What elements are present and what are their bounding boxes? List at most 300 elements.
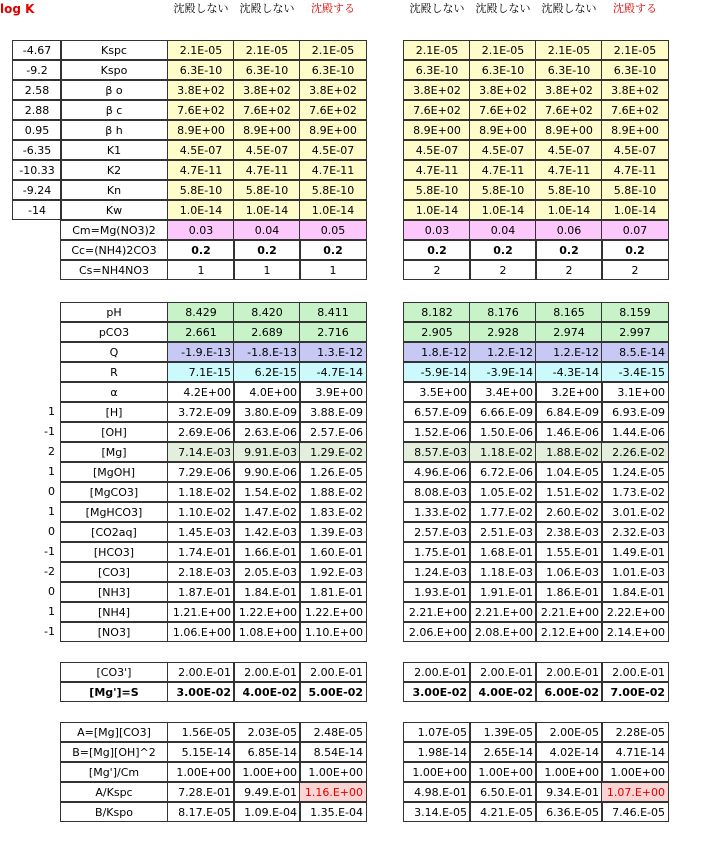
calc-cell: 1.2.E-12 [469,342,537,362]
input-cell: 0.2 [403,240,471,260]
input-cell: 0.2 [299,240,367,260]
logk-value: -9.24 [12,180,62,200]
column-header: 沈殿しない [475,2,531,15]
calc-cell: 1.26.E-05 [299,462,367,482]
input-cell: 0.2 [535,240,603,260]
row-label: [H] [60,402,168,422]
input-cell: 2 [601,260,669,280]
calc-cell: 8.411 [299,302,367,322]
calc-cell: 3.80.E-09 [233,402,301,422]
calc-cell: -1.9.E-13 [167,342,235,362]
const-cell: 6.3E-10 [469,60,537,80]
calc-cell: 1.08.E+00 [233,622,301,642]
product-cell: 8.17.E-05 [167,802,235,822]
calc-cell: 1.66.E-01 [233,542,301,562]
row-label: pCO3 [60,322,168,342]
calc-cell: 2.06.E+00 [403,622,471,642]
product-cell: 2.03E-05 [233,722,301,742]
product-cell: 1.00E+00 [601,762,669,782]
calc-cell: 2.08.E+00 [469,622,537,642]
calc-cell: 3.9E+00 [299,382,367,402]
product-cell: 1.00E+00 [167,762,235,782]
const-cell: 4.7E-11 [403,160,471,180]
calc-cell: 1.3.E-12 [299,342,367,362]
logk-value: 2.58 [12,80,62,100]
const-cell: 6.3E-10 [601,60,669,80]
total-cell: 2.00.E-01 [535,662,603,682]
const-cell: 2.1E-05 [167,40,235,60]
calc-cell: 1.55.E-01 [535,542,603,562]
product-cell: 1.00E+00 [535,762,603,782]
const-cell: 3.8E+02 [601,80,669,100]
const-cell: 4.5E-07 [403,140,471,160]
side-charge: -1 [44,425,55,438]
calc-cell: 2.60.E-02 [535,502,603,522]
column-header: 沈殿する [311,2,355,15]
calc-cell: -1.8.E-13 [233,342,301,362]
calc-cell: 1.84.E-01 [601,582,669,602]
side-charge: 0 [48,585,55,598]
calc-cell: 1.52.E-06 [403,422,471,442]
calc-cell: 6.93.E-09 [601,402,669,422]
input-cell: 0.2 [469,240,537,260]
calc-cell: 2.51.E-03 [469,522,537,542]
const-cell: 3.8E+02 [469,80,537,100]
row-label: [MgHCO3] [60,502,168,522]
row-label: β h [60,120,168,140]
const-cell: 1.0E-14 [535,200,603,220]
const-cell: 1.0E-14 [233,200,301,220]
row-label: B=[Mg][OH]^2 [60,742,168,762]
input-cell: 0.06 [535,220,603,240]
row-label: α [60,382,168,402]
const-cell: 4.5E-07 [535,140,603,160]
calc-cell: 1.01.E-03 [601,562,669,582]
product-cell: 9.49.E-01 [233,782,301,802]
calc-cell: 1.06.E+00 [167,622,235,642]
const-cell: 4.7E-11 [233,160,301,180]
product-cell: 1.00E+00 [299,762,367,782]
side-charge: -1 [44,625,55,638]
input-cell: 1 [167,260,235,280]
row-label: pH [60,302,168,322]
row-label: [NH4] [60,602,168,622]
calc-cell: 1.47.E-02 [233,502,301,522]
total-cell: 2.00.E-01 [469,662,537,682]
const-cell: 8.9E+00 [233,120,301,140]
column-header: 沈殿しない [239,2,295,15]
const-cell: 7.6E+02 [299,100,367,120]
calc-cell: 2.63.E-06 [233,422,301,442]
calc-cell: -5.9E-14 [403,362,471,382]
input-cell: 0.03 [167,220,235,240]
product-cell: 1.00E+00 [469,762,537,782]
calc-cell: 2.38.E-03 [535,522,603,542]
calc-cell: 1.73.E-02 [601,482,669,502]
logk-value: 0.95 [12,120,62,140]
calc-cell: 2.57.E-03 [403,522,471,542]
product-cell: 1.00E+00 [403,762,471,782]
side-charge: 1 [48,465,55,478]
const-cell: 7.6E+02 [233,100,301,120]
const-cell: 8.9E+00 [299,120,367,140]
const-cell: 8.9E+00 [535,120,603,140]
calc-cell: 7.14.E-03 [167,442,235,462]
calc-cell: 1.51.E-02 [535,482,603,502]
total-cell: 4.00E-02 [469,682,537,702]
calc-cell: 2.57.E-06 [299,422,367,442]
input-cell: 2 [535,260,603,280]
product-cell: 8.54E-14 [299,742,367,762]
calc-cell: 3.4E+00 [469,382,537,402]
const-cell: 6.3E-10 [167,60,235,80]
total-cell: 3.00E-02 [167,682,235,702]
calc-cell: 1.45.E-03 [167,522,235,542]
calc-cell: 2.21.E+00 [535,602,603,622]
calc-cell: 7.29.E-06 [167,462,235,482]
const-cell: 2.1E-05 [535,40,603,60]
calc-cell: -4.3E-14 [535,362,603,382]
product-cell: 1.98E-14 [403,742,471,762]
calc-cell: 1.88.E-02 [299,482,367,502]
calc-cell: 1.10.E-02 [167,502,235,522]
side-charge: -2 [44,565,55,578]
product-cell: 1.56E-05 [167,722,235,742]
calc-cell: 8.159 [601,302,669,322]
const-cell: 4.7E-11 [299,160,367,180]
calc-cell: -3.4E-15 [601,362,669,382]
const-cell: 1.0E-14 [469,200,537,220]
calc-cell: 1.33.E-02 [403,502,471,522]
logk-value: -14 [12,200,62,220]
calc-cell: 1.92.E-03 [299,562,367,582]
product-cell: 6.85E-14 [233,742,301,762]
calc-cell: 1.44.E-06 [601,422,669,442]
const-cell: 4.5E-07 [469,140,537,160]
input-cell: 0.03 [403,220,471,240]
row-label: [HCO3] [60,542,168,562]
input-cell: 2 [469,260,537,280]
const-cell: 6.3E-10 [403,60,471,80]
const-cell: 3.8E+02 [299,80,367,100]
calc-cell: 2.21.E+00 [403,602,471,622]
const-cell: 7.6E+02 [403,100,471,120]
input-cell: 1 [233,260,301,280]
row-label: Kspc [60,40,168,60]
calc-cell: 2.661 [167,322,235,342]
calc-cell: 3.88.E-09 [299,402,367,422]
logk-value: -4.67 [12,40,62,60]
calc-cell: 1.54.E-02 [233,482,301,502]
calc-cell: 1.83.E-02 [299,502,367,522]
side-charge: -1 [44,545,55,558]
const-cell: 1.0E-14 [299,200,367,220]
calc-cell: 1.18.E-02 [469,442,537,462]
total-cell: 6.00E-02 [535,682,603,702]
calc-cell: 4.96.E-06 [403,462,471,482]
calc-cell: 4.0E+00 [233,382,301,402]
total-cell: 4.00E-02 [233,682,301,702]
calc-cell: 8.176 [469,302,537,322]
const-cell: 4.7E-11 [601,160,669,180]
total-cell: 3.00E-02 [403,682,471,702]
row-label: Kspo [60,60,168,80]
input-cell: 0.2 [601,240,669,260]
calc-cell: 1.86.E-01 [535,582,603,602]
const-cell: 4.7E-11 [167,160,235,180]
row-label: Q [60,342,168,362]
calc-cell: 4.2E+00 [167,382,235,402]
calc-cell: 1.46.E-06 [535,422,603,442]
calc-cell: 1.87.E-01 [167,582,235,602]
const-cell: 5.8E-10 [403,180,471,200]
const-cell: 4.5E-07 [601,140,669,160]
calc-cell: 2.14.E+00 [601,622,669,642]
const-cell: 5.8E-10 [233,180,301,200]
calc-cell: 2.12.E+00 [535,622,603,642]
const-cell: 8.9E+00 [167,120,235,140]
calc-cell: 6.57.E-09 [403,402,471,422]
product-cell: 6.50.E-01 [469,782,537,802]
calc-cell: 1.68.E-01 [469,542,537,562]
calc-cell: 1.2.E-12 [535,342,603,362]
product-cell: 5.15E-14 [167,742,235,762]
product-cell: 2.65E-14 [469,742,537,762]
row-label: Cm=Mg(NO3)2 [60,220,168,240]
row-label: R [60,362,168,382]
calc-cell: 6.72.E-06 [469,462,537,482]
calc-cell: 3.2E+00 [535,382,603,402]
const-cell: 1.0E-14 [601,200,669,220]
calc-cell: 6.66.E-09 [469,402,537,422]
product-cell: 2.00E-05 [535,722,603,742]
input-cell: 2 [403,260,471,280]
const-cell: 2.1E-05 [299,40,367,60]
calc-cell: 2.21.E+00 [469,602,537,622]
product-cell: 1.09.E-04 [233,802,301,822]
product-cell: 7.28.E-01 [167,782,235,802]
side-charge: 1 [48,405,55,418]
logk-value: 2.88 [12,100,62,120]
calc-cell: -3.9E-14 [469,362,537,382]
total-cell: 5.00E-02 [299,682,367,702]
const-cell: 3.8E+02 [535,80,603,100]
calc-cell: 8.08.E-03 [403,482,471,502]
calc-cell: 1.42.E-03 [233,522,301,542]
row-label: [Mg']=S [60,682,168,702]
row-label: [CO3'] [60,662,168,682]
const-cell: 1.0E-14 [167,200,235,220]
calc-cell: 2.928 [469,322,537,342]
const-cell: 4.5E-07 [299,140,367,160]
row-label: B/Kspo [60,802,168,822]
row-label: Cc=(NH4)2CO3 [60,240,168,260]
product-cell: 1.39E-05 [469,722,537,742]
calc-cell: 1.24.E-05 [601,462,669,482]
column-header: 沈殿する [613,2,657,15]
calc-cell: 2.18.E-03 [167,562,235,582]
total-cell: 2.00.E-01 [601,662,669,682]
const-cell: 5.8E-10 [167,180,235,200]
calc-cell: 1.24.E-03 [403,562,471,582]
calc-cell: 1.91.E-01 [469,582,537,602]
calc-cell: 1.88.E-02 [535,442,603,462]
product-cell: 9.34.E-01 [535,782,603,802]
calc-cell: 8.182 [403,302,471,322]
const-cell: 5.8E-10 [535,180,603,200]
product-cell: 1.07.E+00 [601,782,669,802]
row-label: [NO3] [60,622,168,642]
calc-cell: 1.29.E-02 [299,442,367,462]
row-label: β c [60,100,168,120]
calc-cell: 2.689 [233,322,301,342]
const-cell: 2.1E-05 [601,40,669,60]
calc-cell: 1.84.E-01 [233,582,301,602]
calc-cell: 9.91.E-03 [233,442,301,462]
logk-value: -9.2 [12,60,62,80]
row-label: β o [60,80,168,100]
product-cell: 4.02E-14 [535,742,603,762]
const-cell: 7.6E+02 [469,100,537,120]
calc-cell: 2.997 [601,322,669,342]
calc-cell: 8.429 [167,302,235,322]
product-cell: 4.21.E-05 [469,802,537,822]
const-cell: 4.5E-07 [233,140,301,160]
const-cell: 3.8E+02 [167,80,235,100]
row-label: [Mg']/Cm [60,762,168,782]
calc-cell: 1.77.E-02 [469,502,537,522]
const-cell: 5.8E-10 [601,180,669,200]
product-cell: 1.07E-05 [403,722,471,742]
calc-cell: 9.90.E-06 [233,462,301,482]
calc-cell: 1.22.E+00 [299,602,367,622]
total-cell: 2.00.E-01 [233,662,301,682]
const-cell: 8.9E+00 [403,120,471,140]
product-cell: 2.28E-05 [601,722,669,742]
product-cell: 1.16.E+00 [299,782,367,802]
const-cell: 3.8E+02 [403,80,471,100]
product-cell: 6.36.E-05 [535,802,603,822]
calc-cell: 1.10.E+00 [299,622,367,642]
calc-cell: 7.1E-15 [167,362,235,382]
product-cell: 7.46.E-05 [601,802,669,822]
input-cell: 0.07 [601,220,669,240]
product-cell: 1.00E+00 [233,762,301,782]
logk-value: -6.35 [12,140,62,160]
row-label: [OH] [60,422,168,442]
input-cell: 0.04 [233,220,301,240]
calc-cell: 2.26.E-02 [601,442,669,462]
side-charge: 2 [48,445,55,458]
product-cell: 1.35.E-04 [299,802,367,822]
row-label: [MgOH] [60,462,168,482]
calc-cell: 1.81.E-01 [299,582,367,602]
calc-cell: 8.165 [535,302,603,322]
calc-cell: 1.75.E-01 [403,542,471,562]
const-cell: 4.7E-11 [535,160,603,180]
input-cell: 1 [299,260,367,280]
row-label: K2 [60,160,168,180]
calc-cell: 8.420 [233,302,301,322]
const-cell: 5.8E-10 [469,180,537,200]
calc-cell: 1.39.E-03 [299,522,367,542]
input-cell: 0.2 [167,240,235,260]
calc-cell: 3.01.E-02 [601,502,669,522]
calc-cell: 3.5E+00 [403,382,471,402]
input-cell: 0.04 [469,220,537,240]
product-cell: 3.14.E-05 [403,802,471,822]
const-cell: 7.6E+02 [167,100,235,120]
calc-cell: 8.57.E-03 [403,442,471,462]
const-cell: 6.3E-10 [535,60,603,80]
column-header: 沈殿しない [541,2,597,15]
side-charge: 1 [48,505,55,518]
calc-cell: 1.50.E-06 [469,422,537,442]
product-cell: 4.98.E-01 [403,782,471,802]
const-cell: 6.3E-10 [299,60,367,80]
row-label: K1 [60,140,168,160]
calc-cell: 1.49.E-01 [601,542,669,562]
total-cell: 2.00.E-01 [403,662,471,682]
const-cell: 4.5E-07 [167,140,235,160]
const-cell: 7.6E+02 [601,100,669,120]
calc-cell: 1.18.E-02 [167,482,235,502]
calc-cell: 1.22.E+00 [233,602,301,622]
calc-cell: 1.18.E-03 [469,562,537,582]
calc-cell: 3.1E+00 [601,382,669,402]
calc-cell: 1.60.E-01 [299,542,367,562]
side-charge: 0 [48,525,55,538]
logk-value: -10.33 [12,160,62,180]
row-label: A=[Mg][CO3] [60,722,168,742]
calc-cell: 2.32.E-03 [601,522,669,542]
const-cell: 8.9E+00 [469,120,537,140]
calc-cell: 2.905 [403,322,471,342]
const-cell: 6.3E-10 [233,60,301,80]
calc-cell: 2.974 [535,322,603,342]
product-cell: 2.48E-05 [299,722,367,742]
row-label: Kn [60,180,168,200]
row-label: [CO2aq] [60,522,168,542]
row-label: [MgCO3] [60,482,168,502]
side-charge: 1 [48,605,55,618]
product-cell: 4.71E-14 [601,742,669,762]
calc-cell: 2.22.E+00 [601,602,669,622]
const-cell: 4.7E-11 [469,160,537,180]
row-label: Kw [60,200,168,220]
total-cell: 2.00.E-01 [167,662,235,682]
input-cell: 0.05 [299,220,367,240]
const-cell: 1.0E-14 [403,200,471,220]
row-label: [NH3] [60,582,168,602]
calc-cell: 2.69.E-06 [167,422,235,442]
calc-cell: 1.05.E-02 [469,482,537,502]
const-cell: 5.8E-10 [299,180,367,200]
calc-cell: 1.74.E-01 [167,542,235,562]
calc-cell: 1.06.E-03 [535,562,603,582]
row-label: [Mg] [60,442,168,462]
const-cell: 7.6E+02 [535,100,603,120]
row-label: A/Kspc [60,782,168,802]
calc-cell: 8.5.E-14 [601,342,669,362]
const-cell: 2.1E-05 [469,40,537,60]
calc-cell: 1.8.E-12 [403,342,471,362]
calc-cell: 1.93.E-01 [403,582,471,602]
const-cell: 3.8E+02 [233,80,301,100]
calc-cell: 6.84.E-09 [535,402,603,422]
calc-cell: 6.2E-15 [233,362,301,382]
const-cell: 8.9E+00 [601,120,669,140]
